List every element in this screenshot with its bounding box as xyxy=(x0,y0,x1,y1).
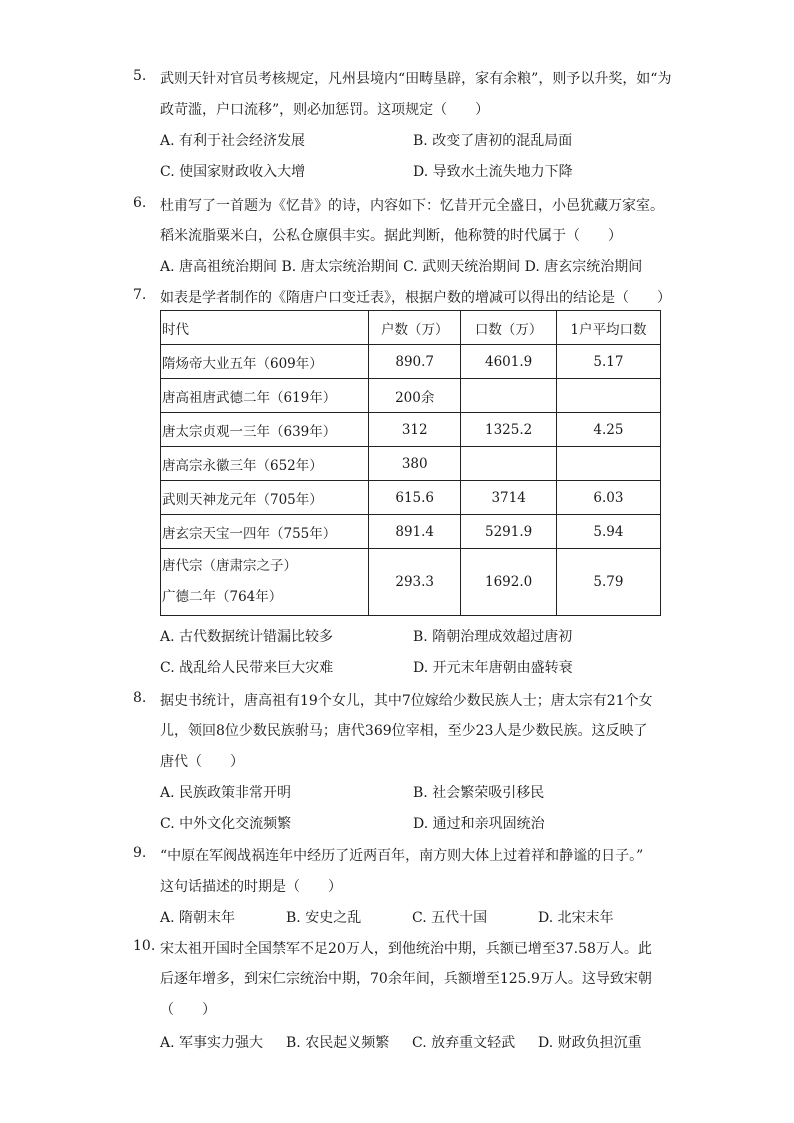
cell-population: 1325.2 xyxy=(461,413,556,447)
question-number: 5. xyxy=(133,68,147,84)
option-b[interactable]: B. 隋朝治理成效超过唐初 xyxy=(413,629,573,645)
header-households: 户数（万） xyxy=(369,311,461,345)
cell-population: 1692.0 xyxy=(461,549,556,616)
cell-households: 200余 xyxy=(369,379,461,413)
cell-era: 唐玄宗天宝一四年（755年） xyxy=(161,515,369,549)
cell-era: 隋炀帝大业五年（609年） xyxy=(161,345,369,379)
option-a[interactable]: A. 有利于社会经济发展 xyxy=(160,133,306,149)
cell-population xyxy=(461,447,556,481)
cell-population xyxy=(461,379,556,413)
cell-average xyxy=(556,379,660,413)
cell-era: 唐太宗贞观一三年（639年） xyxy=(161,413,369,447)
question-number: 7. xyxy=(133,287,147,303)
table-row xyxy=(161,345,661,379)
question-text-line: （ ） xyxy=(160,1002,216,1018)
option-b[interactable]: B. 农民起义频繁 xyxy=(286,1035,390,1051)
question-text-line: 宋太祖开国时全国禁军不足20万人，到他统治中期，兵额已增至37.58万人。此 xyxy=(160,941,652,957)
option-c[interactable]: C. 中外文化交流频繁 xyxy=(160,816,292,832)
option-b[interactable]: B. 社会繁荣吸引移民 xyxy=(413,785,545,801)
header-average: 1户平均口数 xyxy=(556,311,660,345)
option-a[interactable]: A. 隋朝末年 xyxy=(160,910,236,926)
table-row xyxy=(161,413,661,447)
question-number: 10. xyxy=(133,938,156,954)
cell-population: 4601.9 xyxy=(461,345,556,379)
table-row xyxy=(161,447,661,481)
option-d[interactable]: D. 开元末年唐朝由盛转衰 xyxy=(413,660,573,676)
option-a[interactable]: A. 军事实力强大 xyxy=(160,1035,264,1051)
table-row xyxy=(161,515,661,549)
cell-average: 5.94 xyxy=(556,515,660,549)
option-d[interactable]: D. 财政负担沉重 xyxy=(538,1035,642,1051)
question-text-line: 唐代（ ） xyxy=(160,754,244,770)
cell-households: 312 xyxy=(369,413,461,447)
household-table xyxy=(160,310,661,616)
question-number: 8. xyxy=(133,690,147,706)
cell-average xyxy=(556,447,660,481)
question-text-line: 稻米流脂粟米白，公私仓廪俱丰实。据此判断，他称赞的时代属于（ ） xyxy=(160,228,622,244)
option-d[interactable]: D. 北宋末年 xyxy=(538,910,614,926)
option-b[interactable]: B. 改变了唐初的混乱局面 xyxy=(413,133,573,149)
cell-era-line2: 广德二年（764年） xyxy=(162,589,283,605)
question-number: 6. xyxy=(133,195,147,211)
cell-average: 5.79 xyxy=(556,549,660,616)
question-text-line: 杜甫写了一首题为《忆昔》的诗，内容如下：忆昔开元全盛日，小邑犹藏万家室。 xyxy=(160,198,664,214)
cell-average: 6.03 xyxy=(556,481,660,515)
cell-households: 293.3 xyxy=(369,549,461,616)
question-text-line: 武则天针对官员考核规定，凡州县境内“田畴垦辟，家有余粮”，则予以升奖，如“为 xyxy=(160,71,672,87)
header-era: 时代 xyxy=(161,311,369,345)
question-text-line: “中原在军阀战祸连年中经历了近两百年，南方则大体上过着祥和静谧的日子。” xyxy=(160,848,644,864)
option-c[interactable]: C. 战乱给人民带来巨大灾难 xyxy=(160,660,334,676)
option-c[interactable]: C. 放弃重文轻武 xyxy=(412,1035,516,1051)
option-c[interactable]: C. 五代十国 xyxy=(412,910,488,926)
cell-era: 唐高宗永徽三年（652年） xyxy=(161,447,369,481)
cell-average: 5.17 xyxy=(556,345,660,379)
cell-era: 武则天神龙元年（705年） xyxy=(161,481,369,515)
question-text-line: 这句话描述的时期是（ ） xyxy=(160,879,342,895)
option-b[interactable]: B. 安史之乱 xyxy=(286,910,362,926)
question-text-line: 如表是学者制作的《隋唐户口变迁表》，根据户数的增减可以得出的结论是（ ） xyxy=(160,290,671,306)
cell-era-line1: 唐代宗（唐肃宗之子） xyxy=(162,558,297,574)
options-line[interactable]: A. 唐高祖统治期间 B. 唐太宗统治期间 C. 武则天统治期间 D. 唐玄宗统治期间 xyxy=(160,259,643,275)
cell-households: 615.6 xyxy=(369,481,461,515)
cell-average: 4.25 xyxy=(556,413,660,447)
option-c[interactable]: C. 使国家财政收入大增 xyxy=(160,164,306,180)
question-text-line: 据史书统计，唐高祖有19个女儿，其中7位嫁给少数民族人士；唐太宗有21个女 xyxy=(160,693,653,709)
option-d[interactable]: D. 导致水土流失地力下降 xyxy=(413,164,573,180)
question-number: 9. xyxy=(133,845,147,861)
cell-households: 890.7 xyxy=(369,345,461,379)
cell-population: 3714 xyxy=(461,481,556,515)
cell-households: 380 xyxy=(369,447,461,481)
option-d[interactable]: D. 通过和亲巩固统治 xyxy=(413,816,545,832)
cell-era: 唐高祖唐武德二年（619年） xyxy=(161,379,369,413)
table-row xyxy=(161,481,661,515)
option-a[interactable]: A. 民族政策非常开明 xyxy=(160,785,292,801)
table-row xyxy=(161,379,661,413)
cell-era xyxy=(161,549,369,616)
question-text-line: 后逐年增多，到宋仁宗统治中期，70余年间，兵额增至125.9万人。这导致宋朝 xyxy=(160,971,652,987)
question-text-line: 政苛滥，户口流移”，则必加惩罚。这项规定（ ） xyxy=(160,102,490,118)
option-a[interactable]: A. 古代数据统计错漏比较多 xyxy=(160,629,334,645)
header-population: 口数（万） xyxy=(461,311,556,345)
table-row xyxy=(161,549,661,616)
cell-population: 5291.9 xyxy=(461,515,556,549)
table-header-row xyxy=(161,311,661,345)
question-text-line: 儿，领回8位少数民族驸马；唐代369位宰相，至少23人是少数民族。这反映了 xyxy=(160,723,648,739)
cell-households: 891.4 xyxy=(369,515,461,549)
